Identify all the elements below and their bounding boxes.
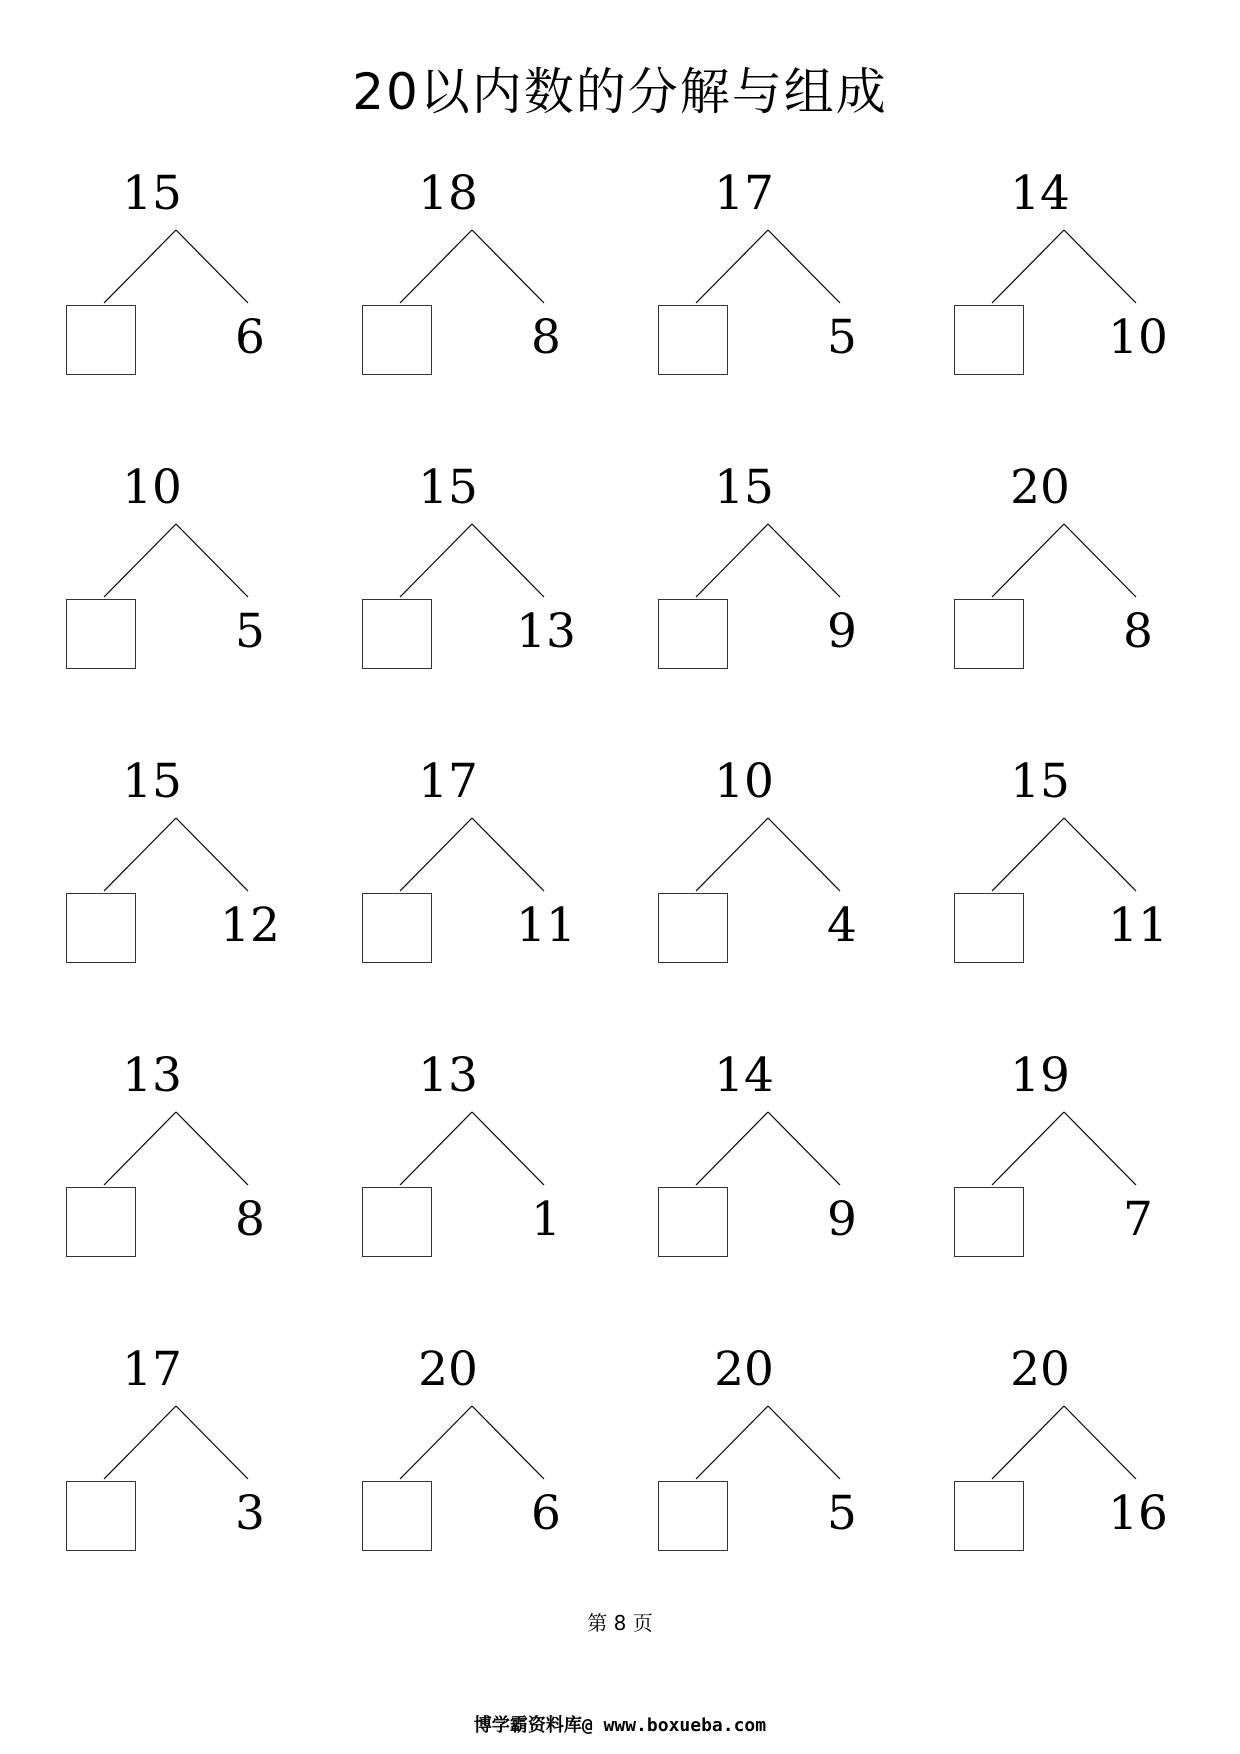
decomposition-tree	[296, 454, 576, 694]
total-number: 18	[418, 166, 478, 221]
answer-box[interactable]	[66, 305, 136, 375]
total-number: 17	[714, 166, 774, 221]
answer-box[interactable]	[66, 1481, 136, 1551]
right-branch-line	[472, 230, 544, 303]
total-number: 20	[1010, 460, 1070, 515]
known-part-number: 12	[220, 898, 280, 953]
answer-box[interactable]	[954, 305, 1024, 375]
left-branch-line	[104, 1406, 176, 1479]
decomposition-tree	[592, 160, 857, 400]
left-branch-line	[104, 230, 176, 303]
answer-box[interactable]	[954, 893, 1024, 963]
decomposition-tree	[0, 160, 265, 400]
right-branch-line	[1064, 818, 1136, 891]
known-part-number: 11	[1108, 898, 1168, 953]
answer-box[interactable]	[658, 599, 728, 669]
left-branch-line	[696, 818, 768, 891]
known-part-number: 10	[1108, 310, 1168, 365]
total-number: 17	[418, 754, 478, 809]
total-number: 14	[714, 1048, 774, 1103]
left-branch-line	[400, 524, 472, 597]
known-part-number: 9	[827, 1192, 857, 1247]
total-number: 15	[1010, 754, 1070, 809]
left-branch-line	[992, 1406, 1064, 1479]
left-branch-line	[104, 524, 176, 597]
right-branch-line	[1064, 524, 1136, 597]
right-branch-line	[1064, 1112, 1136, 1185]
decomposition-tree	[888, 748, 1168, 988]
right-branch-line	[176, 230, 248, 303]
answer-box[interactable]	[66, 893, 136, 963]
answer-box[interactable]	[658, 893, 728, 963]
right-branch-line	[768, 230, 840, 303]
answer-box[interactable]	[362, 893, 432, 963]
answer-box[interactable]	[362, 1481, 432, 1551]
decomposition-tree	[888, 1336, 1168, 1576]
known-part-number: 5	[827, 310, 857, 365]
answer-box[interactable]	[362, 599, 432, 669]
right-branch-line	[176, 524, 248, 597]
right-branch-line	[1064, 230, 1136, 303]
known-part-number: 6	[235, 310, 265, 365]
right-branch-line	[472, 1406, 544, 1479]
total-number: 20	[1010, 1342, 1070, 1397]
left-branch-line	[992, 230, 1064, 303]
known-part-number: 6	[531, 1486, 561, 1541]
decomposition-tree	[888, 454, 1153, 694]
decomposition-tree	[592, 454, 857, 694]
total-number: 19	[1010, 1048, 1070, 1103]
known-part-number: 9	[827, 604, 857, 659]
left-branch-line	[992, 1112, 1064, 1185]
decomposition-tree	[296, 748, 576, 988]
left-branch-line	[400, 230, 472, 303]
left-branch-line	[400, 1112, 472, 1185]
decomposition-tree	[0, 1042, 265, 1282]
right-branch-line	[472, 1112, 544, 1185]
known-part-number: 13	[516, 604, 576, 659]
total-number: 17	[122, 1342, 182, 1397]
decomposition-tree	[296, 160, 561, 400]
decomposition-tree	[888, 1042, 1153, 1282]
left-branch-line	[400, 1406, 472, 1479]
page-title: 20以内数的分解与组成	[352, 63, 888, 121]
total-number: 20	[418, 1342, 478, 1397]
known-part-number: 1	[531, 1192, 561, 1247]
right-branch-line	[768, 524, 840, 597]
total-number: 10	[122, 460, 182, 515]
total-number: 13	[122, 1048, 182, 1103]
decomposition-tree	[0, 748, 280, 988]
decomposition-tree	[0, 454, 265, 694]
decomposition-tree	[0, 1336, 265, 1576]
decomposition-tree	[592, 1336, 857, 1576]
known-part-number: 7	[1123, 1192, 1153, 1247]
decomposition-tree	[296, 1042, 561, 1282]
answer-box[interactable]	[658, 1187, 728, 1257]
total-number: 10	[714, 754, 774, 809]
answer-box[interactable]	[66, 1187, 136, 1257]
answer-box[interactable]	[954, 599, 1024, 669]
answer-box[interactable]	[954, 1187, 1024, 1257]
decomposition-tree	[888, 160, 1168, 400]
right-branch-line	[472, 524, 544, 597]
total-number: 15	[714, 460, 774, 515]
right-branch-line	[768, 1406, 840, 1479]
known-part-number: 11	[516, 898, 576, 953]
answer-box[interactable]	[362, 1187, 432, 1257]
known-part-number: 8	[235, 1192, 265, 1247]
left-branch-line	[696, 1112, 768, 1185]
left-branch-line	[104, 1112, 176, 1185]
total-number: 15	[122, 166, 182, 221]
right-branch-line	[768, 818, 840, 891]
left-branch-line	[696, 1406, 768, 1479]
left-branch-line	[992, 524, 1064, 597]
answer-box[interactable]	[658, 1481, 728, 1551]
decomposition-tree	[592, 1042, 857, 1282]
known-part-number: 5	[235, 604, 265, 659]
known-part-number: 16	[1108, 1486, 1168, 1541]
left-branch-line	[104, 818, 176, 891]
answer-box[interactable]	[658, 305, 728, 375]
total-number: 20	[714, 1342, 774, 1397]
total-number: 15	[418, 460, 478, 515]
right-branch-line	[768, 1112, 840, 1185]
left-branch-line	[992, 818, 1064, 891]
left-branch-line	[400, 818, 472, 891]
total-number: 14	[1010, 166, 1070, 221]
answer-box[interactable]	[954, 1481, 1024, 1551]
answer-box[interactable]	[66, 599, 136, 669]
known-part-number: 8	[1123, 604, 1153, 659]
total-number: 13	[418, 1048, 478, 1103]
page-number: 第 8 页	[587, 1611, 653, 1635]
decomposition-tree	[296, 1336, 561, 1576]
right-branch-line	[472, 818, 544, 891]
right-branch-line	[1064, 1406, 1136, 1479]
left-branch-line	[696, 230, 768, 303]
left-branch-line	[696, 524, 768, 597]
right-branch-line	[176, 1406, 248, 1479]
right-branch-line	[176, 818, 248, 891]
decomposition-tree	[592, 748, 857, 988]
answer-box[interactable]	[362, 305, 432, 375]
known-part-number: 4	[827, 898, 857, 953]
total-number: 15	[122, 754, 182, 809]
known-part-number: 3	[235, 1486, 265, 1541]
known-part-number: 8	[531, 310, 561, 365]
known-part-number: 5	[827, 1486, 857, 1541]
right-branch-line	[176, 1112, 248, 1185]
watermark: 博学霸资料库@ www.boxueba.com	[473, 1715, 767, 1736]
